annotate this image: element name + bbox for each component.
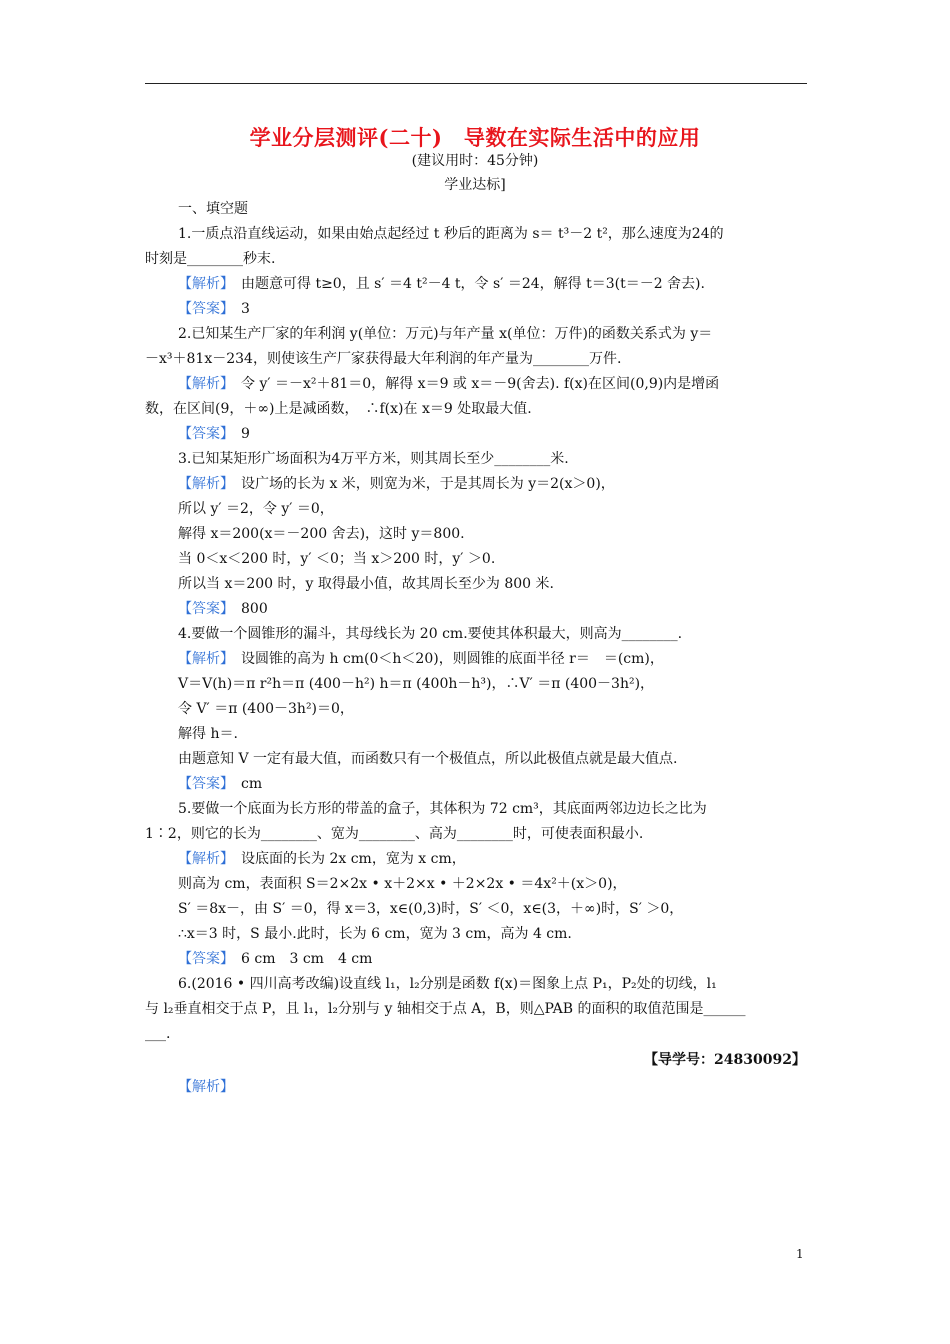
- q5-stem-2: 1∶2，则它的长为________、宽为________、高为________时，可使表面积最小.: [145, 826, 644, 842]
- q5-answer: 【答案】 6 cm 3 cm 4 cm: [178, 951, 373, 967]
- q2-analysis-2: 数，在区间(9，＋∞)上是减函数， ∴f(x)在 x＝9 处取最大值.: [145, 401, 532, 417]
- answer-tag: 【答案】: [178, 301, 227, 317]
- q5-stem-1: 5.要做一个底面为长方形的带盖的盒子，其体积为 72 cm³，其底面两邻边边长之比为: [178, 801, 707, 817]
- analysis-tag: 【解析】: [178, 476, 227, 492]
- q1-analysis: 【解析】 由题意可得 t≥0，且 s′ ＝4 t²－4 t，令 s′ ＝24，解得 t＝3(t＝－2 舍去).: [178, 276, 705, 292]
- q3-line-2: 所以 y′ ＝2，令 y′ ＝0，: [178, 501, 334, 517]
- q6-stem-1: 6.(2016 • 四川高考改编)设直线 l₁，l₂分别是函数 f(x)＝图象上点 P₁，P₂处的切线，l₁: [178, 976, 717, 992]
- analysis-tag: 【解析】: [178, 1079, 234, 1095]
- q1-answer: 【答案】 3: [178, 301, 250, 317]
- guide-number: 【导学号：24830092】: [644, 1052, 806, 1068]
- analysis-tag: 【解析】: [178, 651, 227, 667]
- q4-answer: 【答案】 cm: [178, 776, 263, 792]
- answer-tag: 【答案】: [178, 601, 227, 617]
- answer-tag: 【答案】: [178, 776, 227, 792]
- analysis-tag: 【解析】: [178, 851, 227, 867]
- time-note: (建议用时：45分钟): [411, 153, 539, 169]
- q5-analysis-1: 【解析】 设底面的长为 2x cm，宽为 x cm，: [178, 851, 466, 867]
- q6-stem-3: ___.: [145, 1026, 171, 1042]
- answer-tag: 【答案】: [178, 426, 227, 442]
- q6-analysis: [178, 1077, 234, 1097]
- analysis-tag: 【解析】: [178, 276, 227, 292]
- page-title: 学业分层测评(二十) 导数在实际生活中的应用: [249, 125, 701, 150]
- q2-stem-2: －x³＋81x－234，则使该生产厂家获得最大年利润的年产量为________万件.: [145, 351, 622, 367]
- q4-line-3: 令 V′ ＝π (400－3h²)＝0，: [178, 701, 354, 717]
- q2-answer: 【答案】 9: [178, 426, 250, 442]
- q3-line-4: 当 0＜x＜200 时，y′ ＜0；当 x＞200 时，y′ ＞0.: [178, 551, 496, 567]
- q5-line-2: 则高为 cm，表面积 S＝2×2x • x＋2×x • ＋2×2x • ＝4x²＋(x＞0)，: [178, 876, 627, 892]
- q3-stem-1: 3.已知某矩形广场面积为4万平方米，则其周长至少________米.: [178, 451, 569, 467]
- level-label: 学业达标]: [444, 177, 506, 193]
- q3-line-3: 解得 x＝200(x＝－200 舍去)，这时 y＝800.: [178, 526, 465, 542]
- q3-analysis-1: 【解析】 设广场的长为 x 米，则宽为米，于是其周长为 y＝2(x＞0)，: [178, 476, 615, 492]
- answer-tag: 【答案】: [178, 951, 227, 967]
- q4-line-4: 解得 h＝.: [178, 726, 238, 742]
- section-heading: 一、填空题: [178, 201, 248, 217]
- q1-stem-1: 1.一质点沿直线运动，如果由始点起经过 t 秒后的距离为 s＝ t³－2 t²，那么速度为24的: [178, 226, 724, 242]
- q5-line-3: S′ ＝8x－，由 S′ ＝0，得 x＝3，x∈(0,3)时，S′ ＜0，x∈(3，＋∞)时，S′ ＞0，: [178, 901, 684, 917]
- q4-line-5: 由题意知 V 一定有最大值，而函数只有一个极值点，所以此极值点就是最大值点.: [178, 751, 678, 767]
- q3-line-5: 所以当 x＝200 时，y 取得最小值，故其周长至少为 800 米.: [178, 576, 554, 592]
- q6-stem-2: 与 l₂垂直相交于点 P，且 l₁，l₂分别与 y 轴相交于点 A，B，则△PAB 的面积的取值范围是______: [145, 1001, 746, 1017]
- q2-analysis-1: 【解析】 令 y′ ＝－x²＋81＝0，解得 x＝9 或 x＝－9(舍去). f(x)在区间(0,9)内是增函: [178, 376, 720, 392]
- page-number: 1: [796, 1247, 804, 1261]
- q3-answer: 【答案】 800: [178, 601, 268, 617]
- q4-analysis-1: 【解析】 设圆锥的高为 h cm(0＜h＜20)，则圆锥的底面半径 r＝ ＝(cm)，: [178, 651, 664, 667]
- q1-stem-2: 时刻是________秒末.: [145, 251, 276, 267]
- q5-line-4: ∴x＝3 时，S 最小.此时，长为 6 cm，宽为 3 cm，高为 4 cm.: [178, 926, 572, 942]
- top-rule: [145, 83, 807, 84]
- q2-stem-1: 2.已知某生产厂家的年利润 y(单位：万元)与年产量 x(单位：万件)的函数关系式为 y＝: [178, 326, 713, 342]
- q4-line-2: V＝V(h)＝π r²h＝π (400－h²) h＝π (400h－h³)，∴V′ ＝π (400－3h²)，: [178, 676, 655, 692]
- q4-stem-1: 4.要做一个圆锥形的漏斗，其母线长为 20 cm.要使其体积最大，则高为________.: [178, 626, 683, 642]
- analysis-tag: 【解析】: [178, 376, 227, 392]
